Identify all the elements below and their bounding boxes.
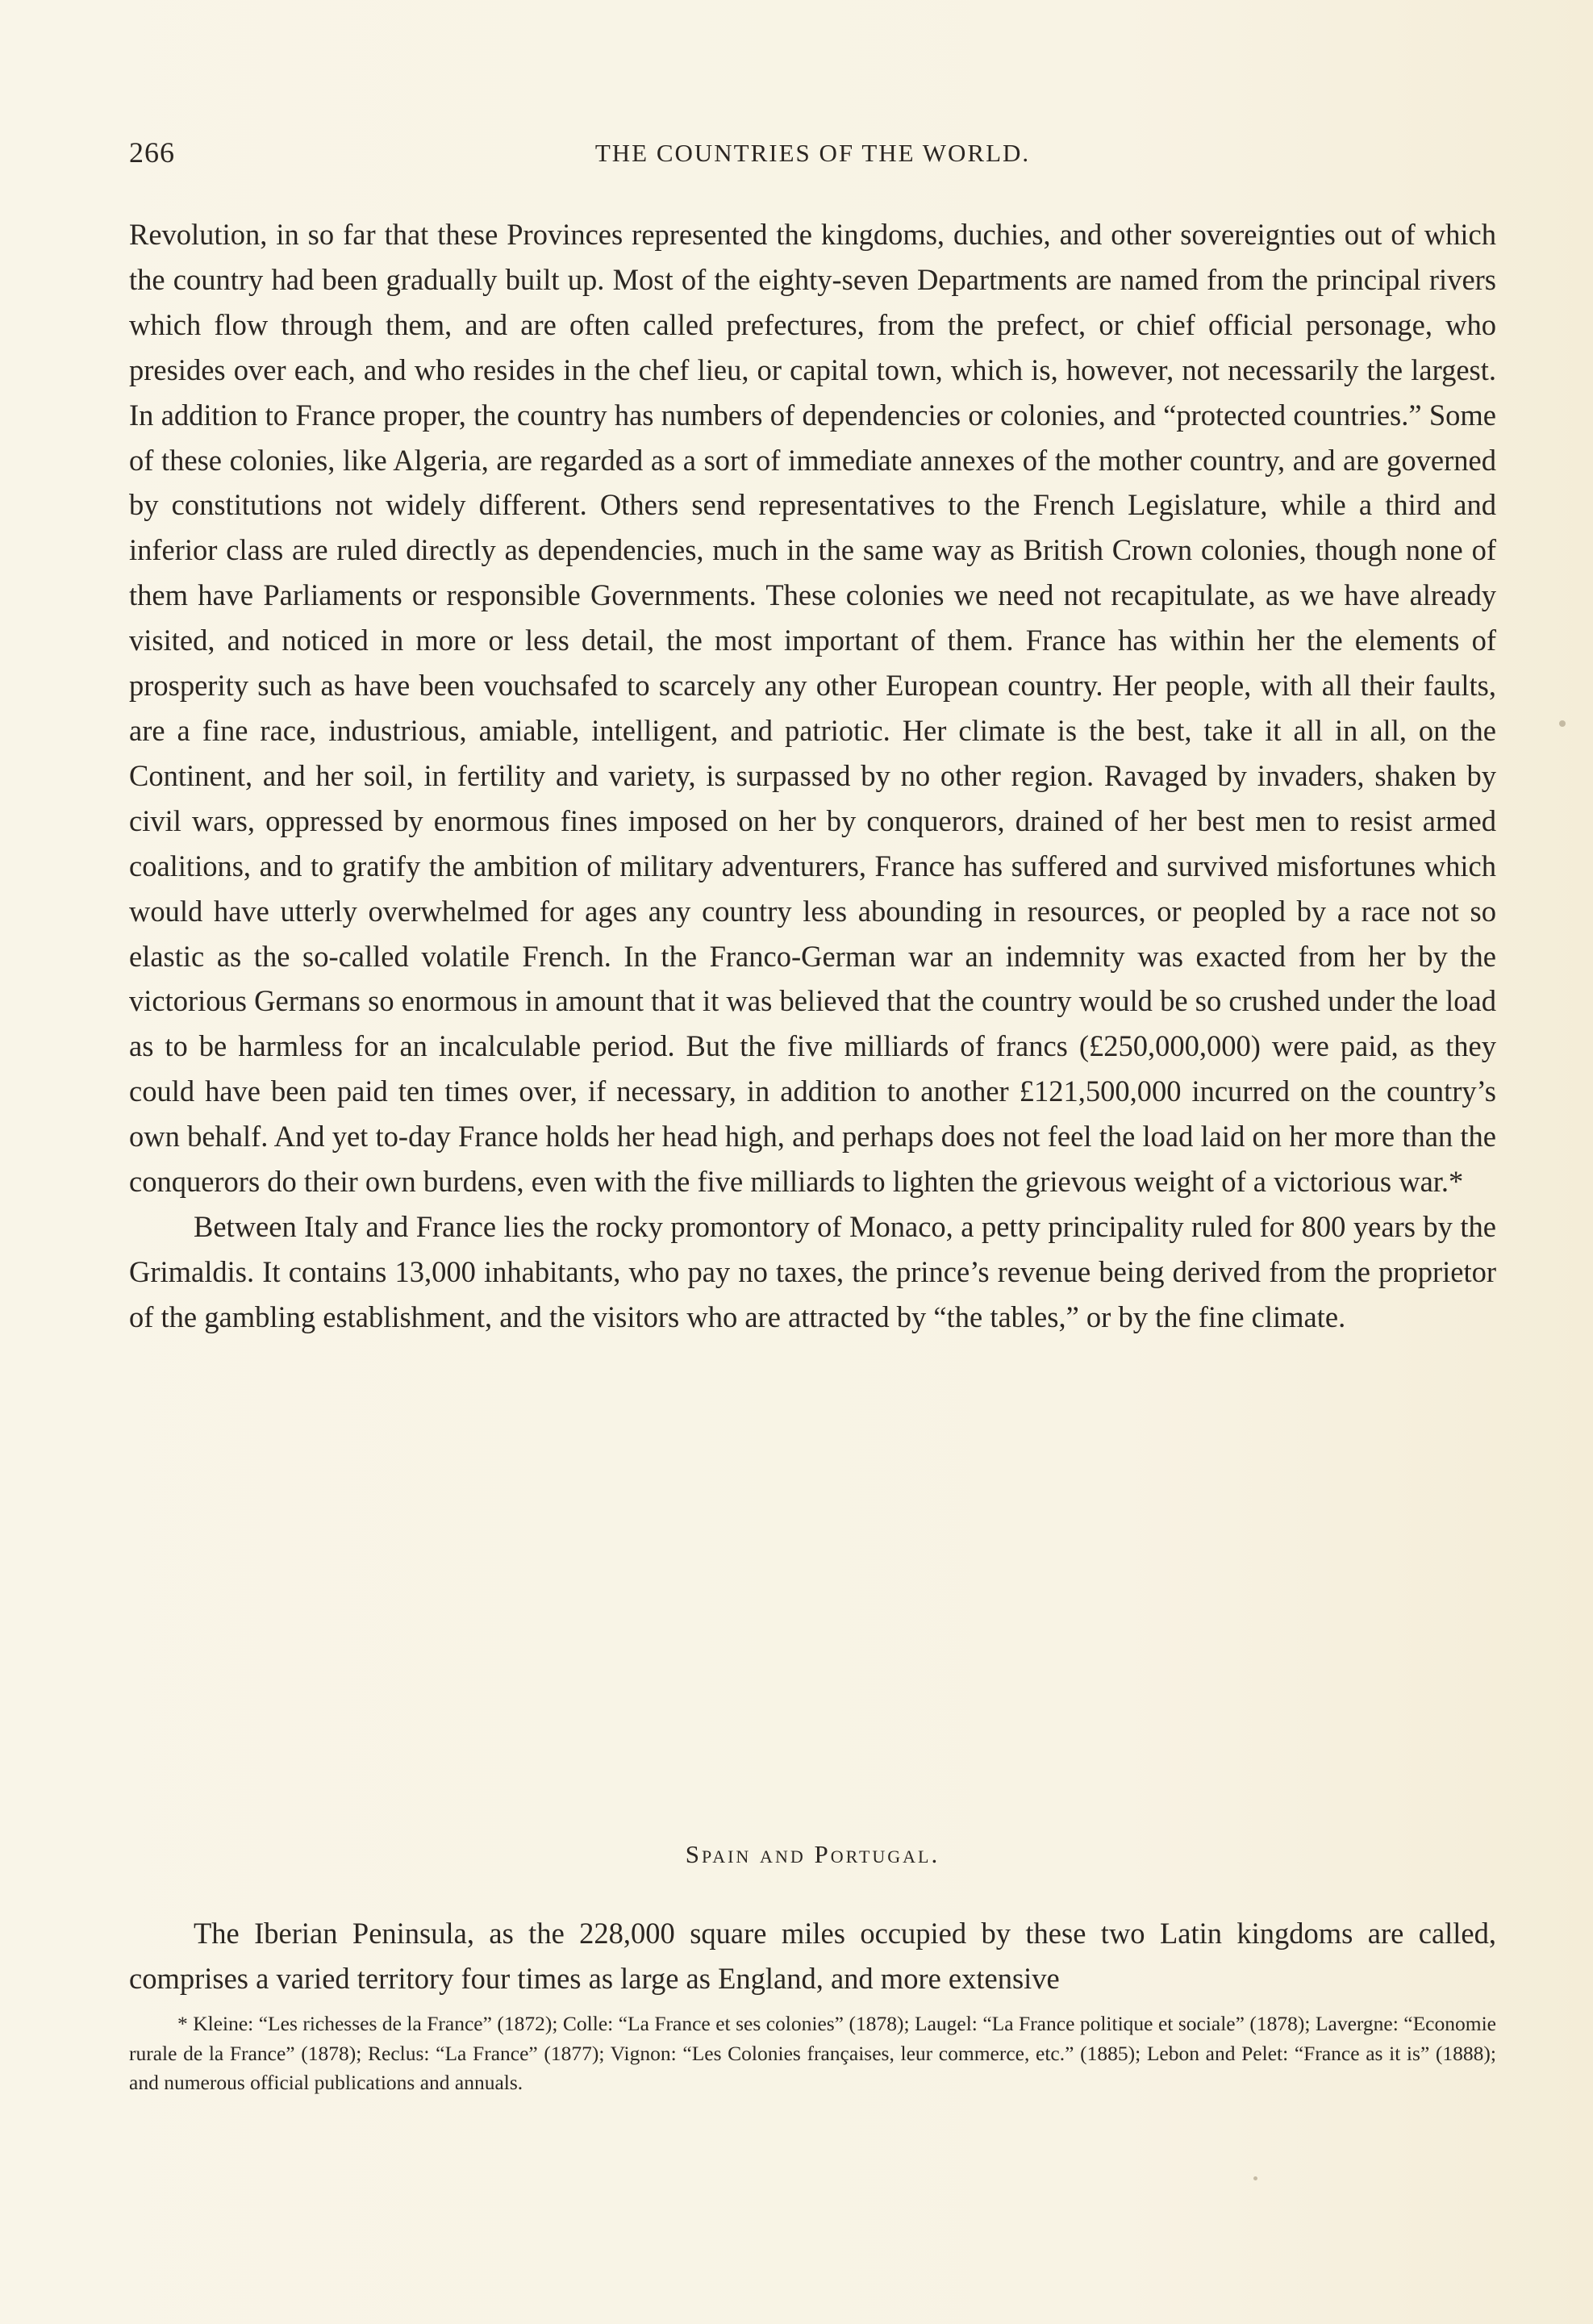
section-intro-text: The Iberian Peninsula, as the 228,000 square miles occupied by these two Latin kingdoms are called, comprises a varied territory four times as large as England, and more extensive (129, 1917, 1496, 1995)
page-number: 266 (129, 136, 175, 169)
paragraph-france-departments: Revolution, in so far that these Provinces represented the kingdoms, duchies, and other sovereignties out of which the country had been gradually built up. Most of the eighty-seven Departments are named from the principal rivers which flow through them, and are often called prefectures, from the prefect, or chief official personage, who presides over each, and who resides in the chef lieu, or capital town, which is, however, not necessarily the largest. In addition to France proper, the country has numbers of dependencies or colonies, and “protected countries.” Some of these colonies, like Algeria, are regarded as a sort of immediate annexes of the mother country, and are governed by constitutions not widely different. Others send representatives to the French Legislature, while a third and inferior class are ruled directly as dependencies, much in the same way as British Crown colonies, though none of them have Parliaments or responsible Governments. These colonies we need not recapitulate, as we have already visited, and noticed in more or less detail, the most important of them. France has within her the elements of prosperity such as have been vouchsafed to scarcely any other European country. Her people, with all their faults, are a fine race, industrious, amiable, intelligent, and patriotic. Her climate is the best, take it all in all, on the Continent, and her soil, in fertility and variety, is surpassed by no other region. Ravaged by invaders, shaken by civil wars, oppressed by enormous fines imposed on her by conquerors, drained of her best men to resist armed coalitions, and to gratify the ambition of military adventurers, France has suffered and survived misfortunes which would have utterly overwhelmed for ages any country less abounding in resources, or peopled by a race not so elastic as the so-called volatile French. In the Franco-German war an indemnity was exacted from her by the victorious Germans so enormous in amount that it was believed that the country would be so crushed under the load as to be harmless for an incalculable period. But the five milliards of francs (£250,000,000) were paid, as they could have been paid ten times over, if necessary, in addition to another £121,500,000 incurred on the country’s own behalf. And yet to-day France holds her head high, and perhaps does not feel the load laid on her more than the conquerors do their own burdens, even with the five milliards to lighten the grievous weight of a victorious war.* (129, 218, 1496, 1199)
running-title: THE COUNTRIES OF THE WORLD. (594, 139, 1031, 167)
paragraph-monaco: Between Italy and France lies the rocky promontory of Monaco, a petty principality ruled for 800 years by the Grimaldis. It contains 13,000 inhabitants, who pay no taxes, the prince’s revenue being derived from the proprietor of the gambling establishment, and the visitors who are attracted by “the tables,” or by the fine climate. (129, 1209, 1496, 1333)
section-heading: Spain and Portugal. (685, 1840, 940, 1868)
paper-speck (1253, 2176, 1257, 2180)
main-body-text (129, 212, 1496, 1340)
footnote: * Kleine: “Les richesses de la France” (1872); Colle: “La France et ses colonies” (1878); Laugel: “La France politique et sociale” (1878); Lavergne: “Economie rurale de la France” (1878); Reclus: “La France” (1877); Vignon: “Les Colonies françaises, leur commerce, etc.” (1885); Lebon and Pelet: “France as it is” (1888); and numerous official publications and annuals. (129, 2012, 1496, 2094)
page-header (129, 136, 1496, 176)
paper-speck (1559, 720, 1566, 727)
